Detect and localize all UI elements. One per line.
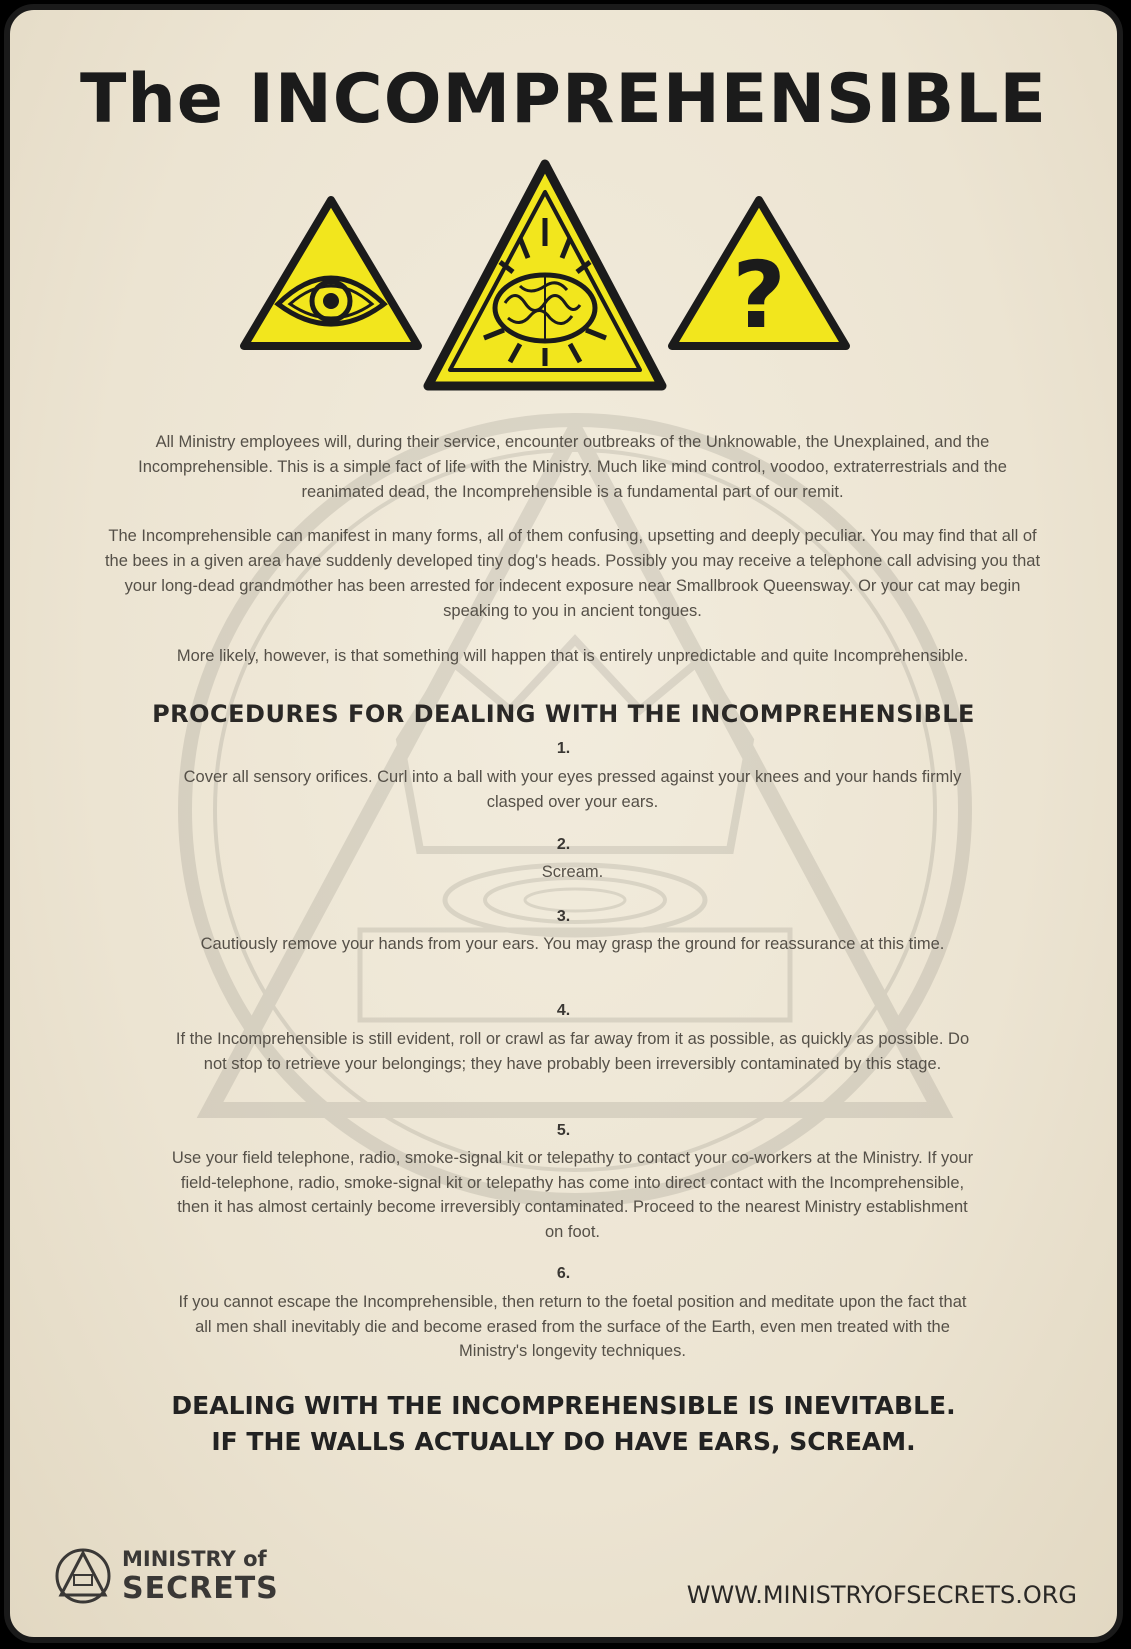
step-number: 6. <box>556 1265 571 1282</box>
logo-text-bottom: SECRETS <box>122 1571 279 1606</box>
step-number: 5. <box>556 1122 571 1139</box>
website-url[interactable]: WWW.MINISTRYOFSECRETS.ORG <box>686 1581 1077 1609</box>
step-number: 3. <box>556 908 571 925</box>
step-text: Cautiously remove your hands from your ears. You may grasp the ground for reassurance at this time. <box>200 935 945 953</box>
step-number: 4. <box>556 1002 571 1019</box>
step-number: 2. <box>556 836 571 853</box>
step-text: Scream. <box>541 863 604 881</box>
closing-line-2: IF THE WALLS ACTUALLY DO HAVE EARS, SCREAM. <box>211 1427 916 1456</box>
step-text: If the Incomprehensible is still evident, roll or crawl as far away from it as possible, as quickly as possible. Do not stop to retrieve your belongings; they have probably been irreversibly contaminated by this stage. <box>175 1030 970 1073</box>
intro-paragraph-1: All Ministry employees will, during their service, encounter outbreaks of the Unknowable, the Unexplained, and the Incomprehensible. This is a simple fact of life with the Ministry. Much like mind control, voodoo, extraterrestrials and the reanimated dead, the Incomprehensible is a fundamental part of our remit. <box>138 433 1007 501</box>
step-number: 1. <box>556 740 571 757</box>
step-text: Use your field telephone, radio, smoke-signal kit or telepathy to contact your co-workers at the Ministry. If your field-telephone, radio, smoke-signal kit or telepathy has come into direct contact with the Incomprehensible, then it has almost certainly become irreversibly contaminated. Proceed to the nearest Ministry establishment on foot. <box>171 1149 974 1241</box>
poster <box>4 4 1123 1643</box>
step-text: If you cannot escape the Incomprehensible, then return to the foetal position and meditate upon the fact that all men shall inevitably die and become erased from the surface of the Earth, even men treated with the Ministry's longevity techniques. <box>178 1293 967 1360</box>
procedures-heading: PROCEDURES FOR DEALING WITH THE INCOMPREHENSIBLE <box>152 700 975 728</box>
question-warning-icon <box>666 194 852 354</box>
intro-paragraph-2: The Incomprehensible can manifest in many forms, all of them confusing, upsetting and deeply peculiar. You may find that all of the bees in a given area have suddenly developed tiny dog's heads. Possibly you may receive a telephone call advising you that your long-dead grandmother has been arrested for indecent exposure near Smallbrook Queensway. Or your cat may begin speaking to you in ancient tongues. <box>104 527 1041 620</box>
eye-warning-icon <box>238 194 424 354</box>
closing-line-1: DEALING WITH THE INCOMPREHENSIBLE IS INEVITABLE. <box>171 1391 956 1420</box>
step-text: Cover all sensory orifices. Curl into a ball with your eyes pressed against your knees and your hands firmly clasped over your ears. <box>183 768 962 811</box>
intro-paragraph-3: More likely, however, is that something will happen that is entirely unpredictable and quite Incomprehensible. <box>176 647 969 665</box>
poster-title: The INCOMPREHENSIBLE <box>80 60 1047 139</box>
svg-text:?: ? <box>732 242 786 349</box>
logo-text-top: MINISTRY of <box>122 1547 267 1571</box>
brain-warning-icon <box>420 158 670 393</box>
ministry-logo-icon <box>54 1547 112 1605</box>
